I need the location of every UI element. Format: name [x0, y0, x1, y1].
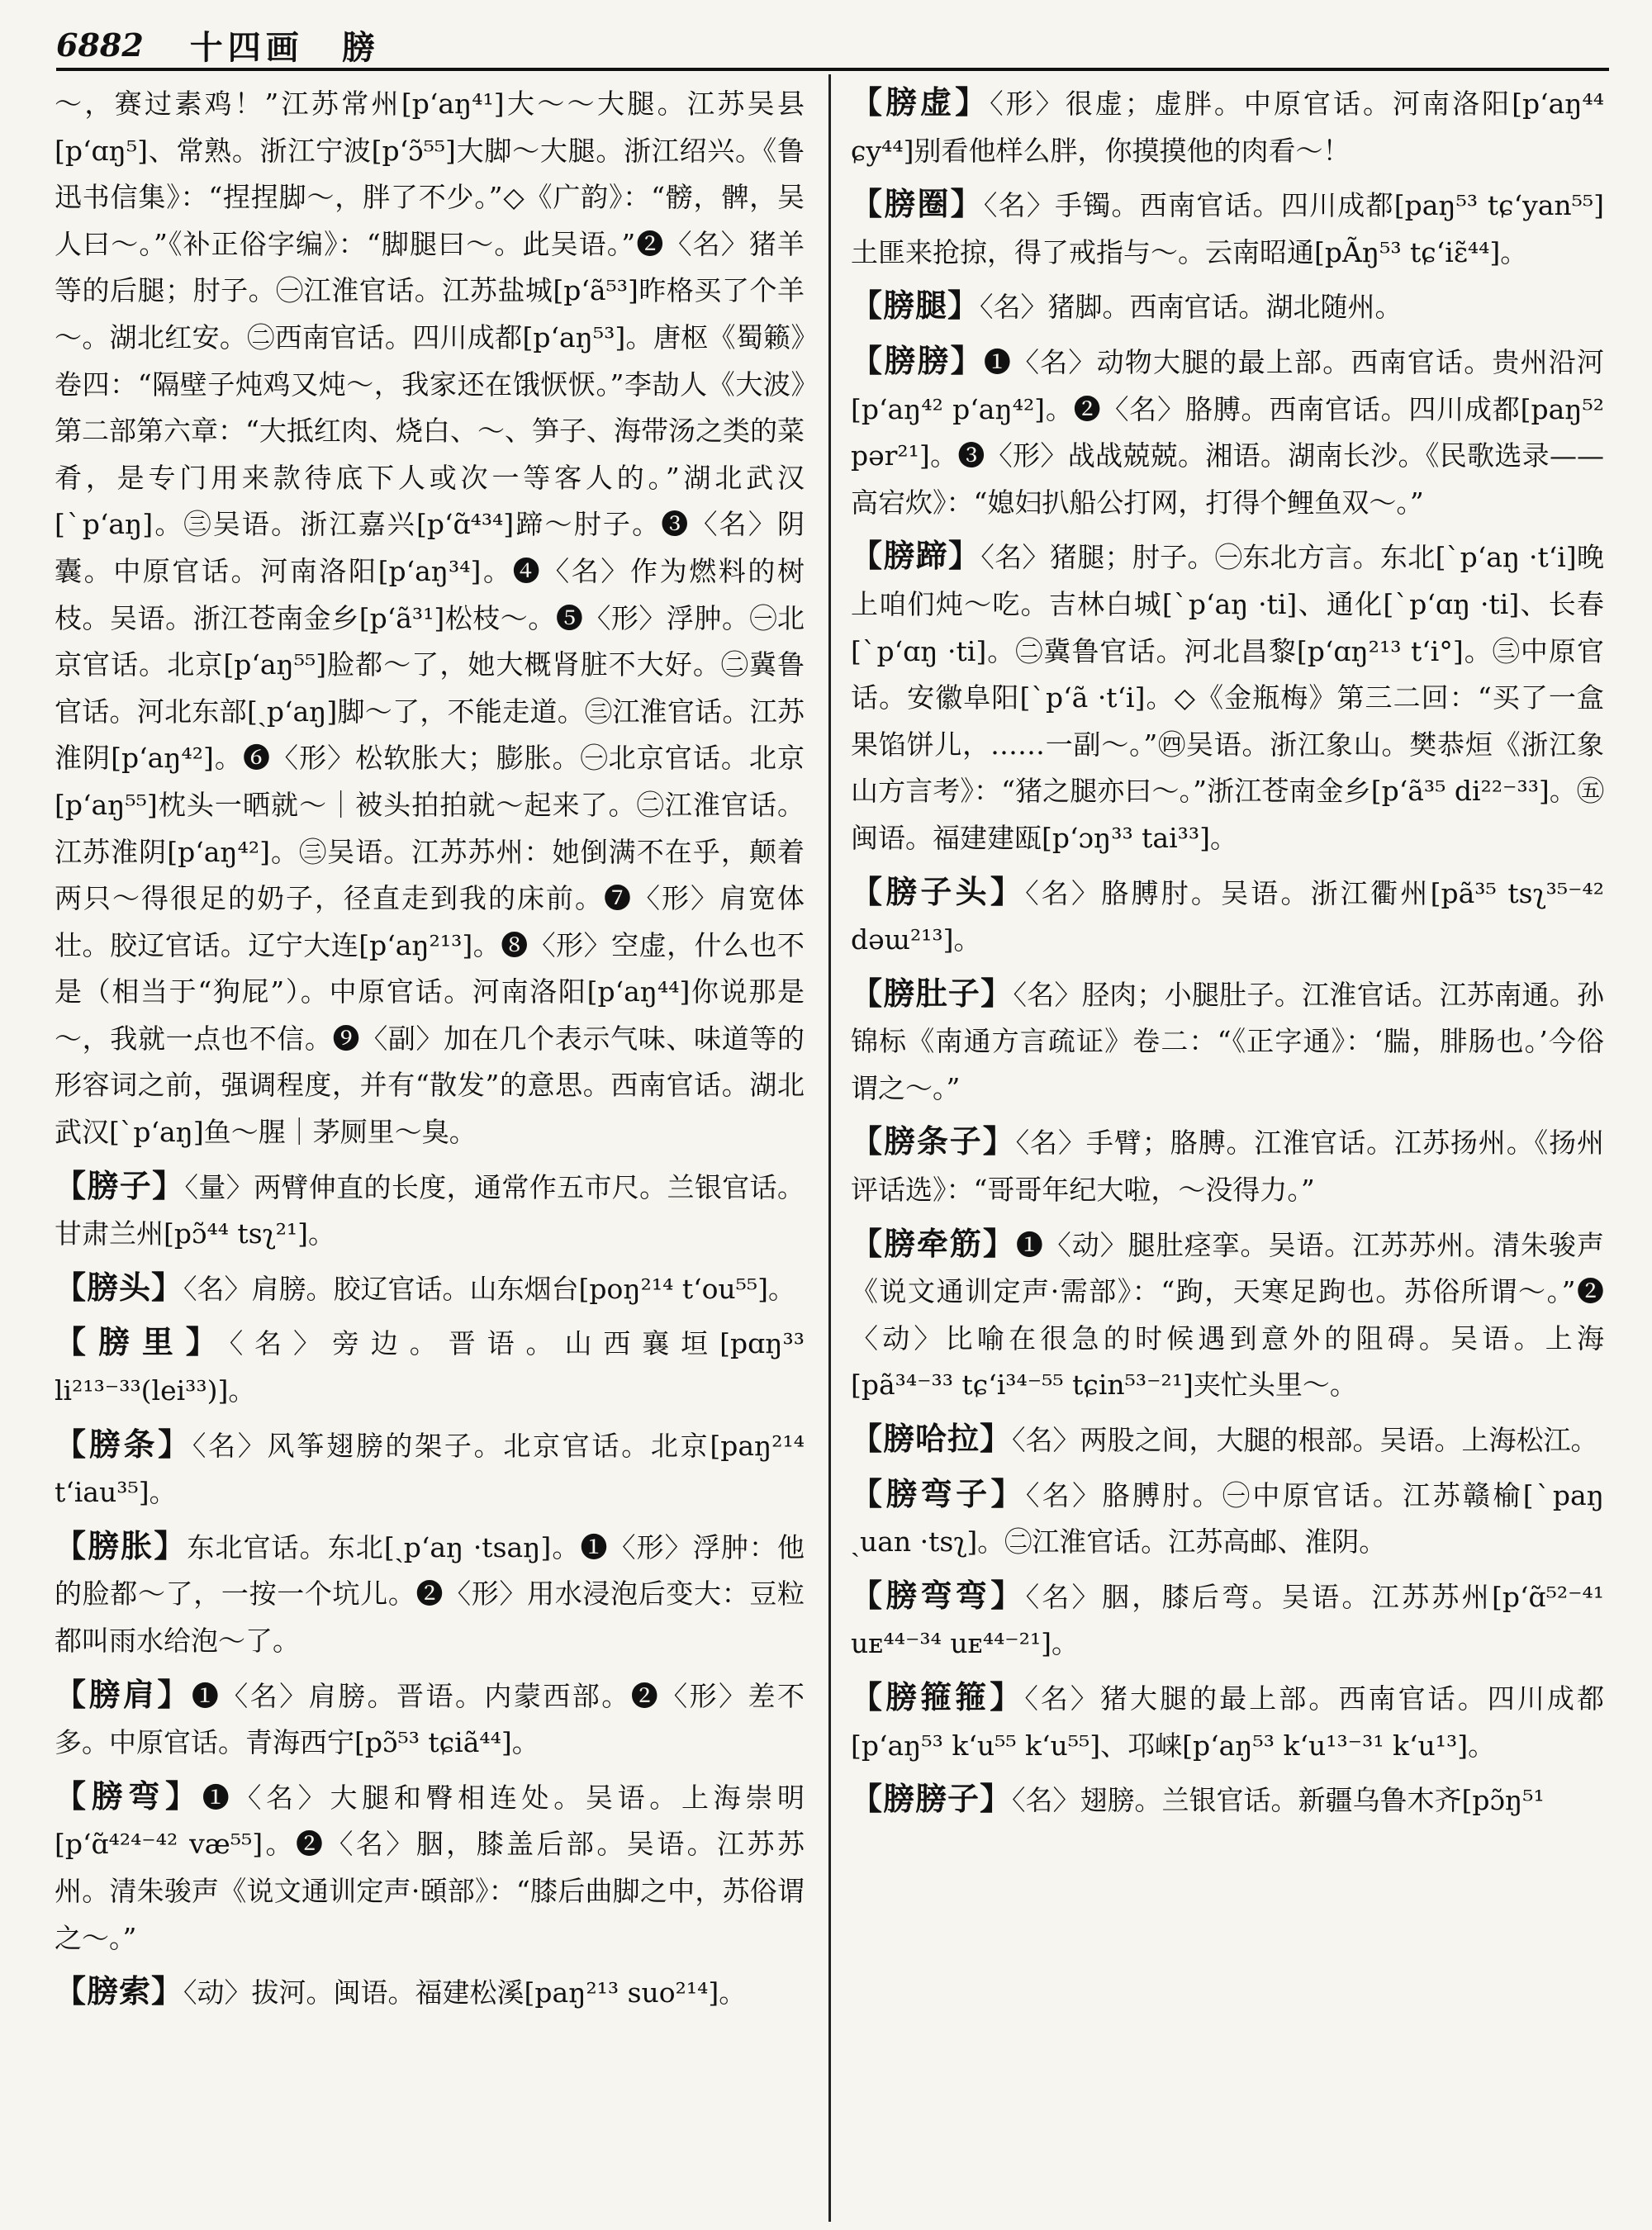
- entry-headword: 【膀虚】: [851, 83, 990, 121]
- dictionary-entry: [55, 1319, 805, 1414]
- dictionary-entry: [851, 282, 1604, 331]
- entry-headword: 【膀腿】: [851, 287, 980, 325]
- entry-headword: 【膀哈拉】: [851, 1420, 1013, 1458]
- section-title: 十四画 膀: [189, 27, 380, 67]
- dictionary-entry: [851, 970, 1604, 1113]
- entry-text: 〈名〉猪脚。西南官话。湖北随州。: [980, 291, 1403, 324]
- dictionary-entry: [851, 1674, 1604, 1769]
- entry-headword: 【膀膀】: [851, 341, 984, 379]
- entry-text: ～，赛过素鸡！”江苏常州[p‘aŋ⁴¹]大～～大腿。江苏吴县[p‘ɑŋ⁵]、常熟。浙江宁波[p‘ɔ̃⁵⁵]大脚～大腿。浙江绍兴。《鲁迅书信集》：“捏捏脚～，胖了不少。”◇《广韵》：“髈，髀，吴人曰～。”《补正俗字编》：“脚腿曰～。此吴语。”❷〈名〉猪羊等的后腿；肘子。㊀江淮官话。江苏盐城[p‘ã⁵³]昨格买了个羊～。湖北红安。㊁西南官话。四川成都[p‘aŋ⁵³]。唐枢《蜀籁》卷四：“隔壁子炖鸡又炖～，我家还在饿恹恹。”李劼人《大波》第二部第六章：“大抵红肉、烧白、～、笋子、海带汤之类的菜肴，是专门用来款待底下人或次一等客人的。”湖北武汉[ˋp‘aŋ]。㊂吴语。浙江嘉兴[p‘ɑ̃⁴³⁴]蹄～肘子。❸〈名〉阴囊。中原官话。河南洛阳[p‘aŋ³⁴]。❹〈名〉作为燃料的树枝。吴语。浙江苍南金乡[p‘ã³¹]松枝～。❺〈形〉浮肿。㊀北京官话。北京[p‘aŋ⁵⁵]脸都～了，她大概肾脏不大好。㊁冀鲁官话。河北东部[ˏp‘aŋ]脚～了，不能走道。㊂江淮官话。江苏淮阴[p‘aŋ⁴²]。❻〈形〉松软胀大；膨胀。㊀北京官话。北京[p‘aŋ⁵⁵]枕头一晒就～｜被头拍拍就～起来了。㊁江淮官话。江苏淮阴[p‘aŋ⁴²]。㊂吴语。江苏苏州：她倒满不在乎，颠着两只～得很足的奶子，径直走到我的床前。❼〈形〉肩宽体壮。胶辽官话。辽宁大连[p‘aŋ²¹³]。❽〈形〉空虚，什么也不是（相当于“狗屁”）。中原官话。河南洛阳[p‘aŋ⁴⁴]你说那是～，我就一点也不信。❾〈副〉加在几个表示气味、味道等的形容词之前，强调程度，并有“散发”的意思。西南官话。湖北武汉[ˋp‘aŋ]鱼～腥｜茅厕里～臭。: [55, 88, 805, 1149]
- entry-text: 〈名〉手臂；胳膊。江淮官话。江苏扬州。《扬州评话选》：“哥哥年纪大啦，～没得力。”: [851, 1127, 1604, 1207]
- entry-text: 〈名〉胭，膝后弯。吴语。江苏苏州[p‘ɑ̃⁵²⁻⁴¹ uᴇ⁴⁴⁻³⁴ uᴇ⁴⁴⁻²¹]。: [851, 1580, 1604, 1660]
- entry-text: 〈名〉胳膊肘。㊀中原官话。江苏赣榆[ˋpaŋ ˏuan ·tsʅ]。㊁江淮官话。江苏高邮、淮阴。: [851, 1478, 1604, 1559]
- entry-text: 〈名〉猪腿；肘子。㊀东北方言。东北[ˋp‘aŋ ·t‘i]晚上咱们炖～吃。吉林白城[ˋp‘aŋ ·ti]、通化[ˋp‘ɑŋ ·ti]、长春[ˋp‘ɑŋ ·ti]。㊁冀鲁官话。河北昌黎[p‘ɑŋ²¹³ t‘i°]。㊂中原官话。安徽阜阳[ˋp‘ã ·t‘i]。◇《金瓶梅》第三二回：“买了一盒果馅饼儿，……一副～。”㊃吴语。浙江象山。樊恭烜《浙江象山方言考》：“猪之腿亦曰～。”浙江苍南金乡[p‘ã³⁵ di²²⁻³³]。㊄闽语。福建建瓯[p‘ɔŋ³³ tai³³]。: [851, 541, 1604, 854]
- entry-text: 〈名〉手镯。西南官话。四川成都[paŋ⁵³ tɕ‘yan⁵⁵]土匪来抢掠，得了戒指与～。云南昭通[pÃŋ⁵³ tɕ‘iɛ̃⁴⁴]。: [851, 189, 1604, 268]
- entry-headword: 【膀子】: [55, 1166, 185, 1204]
- dictionary-entry: [55, 1968, 805, 2017]
- column-divider: [828, 74, 831, 2222]
- dictionary-entry: [55, 1421, 805, 1516]
- dictionary-entry: [851, 1221, 1604, 1409]
- entry-text: ❶〈名〉动物大腿的最上部。西南官话。贵州沿河[p‘aŋ⁴² p‘aŋ⁴²]。❷〈名〉胳膊。西南官话。四川成都[paŋ⁵² pər²¹]。❸〈形〉战战兢兢。湘语。湖南长沙。《民歌选录——高宕炊》：“媳妇扒船公打网，打得个鲤鱼双～。”: [851, 345, 1604, 519]
- entry-text: 〈名〉胳膊肘。吴语。浙江衢州[pã³⁵ tsʅ³⁵⁻⁴² dəɯ²¹³]。: [851, 876, 1604, 956]
- dictionary-entry: [55, 1163, 805, 1258]
- entry-headword: 【膀条】: [55, 1425, 192, 1463]
- left-column: [55, 79, 805, 2223]
- entry-text: 〈名〉翅膀。兰银官话。新疆乌鲁木齐[pɔ̃ŋ⁵¹: [1012, 1784, 1545, 1817]
- dictionary-entry: [55, 1672, 805, 1767]
- entry-headword: 【膀弯弯】: [851, 1576, 1026, 1614]
- dictionary-entry: [851, 869, 1604, 964]
- header-rule: [56, 68, 1609, 71]
- dictionary-entry: [55, 1773, 805, 1962]
- entry-headword: 【膀牵筋】: [851, 1224, 1016, 1262]
- entry-headword: 【膀肚子】: [851, 974, 1014, 1012]
- entry-text: 〈动〉拔河。闽语。福建松溪[paŋ²¹³ suo²¹⁴]。: [183, 1976, 747, 2009]
- dictionary-entry: [851, 1776, 1604, 1824]
- dictionary-entry: [851, 79, 1604, 174]
- right-column: [851, 79, 1604, 2223]
- entry-headword: 【膀蹄】: [851, 537, 981, 575]
- dictionary-entry: [851, 1416, 1604, 1464]
- entry-text: 〈名〉两股之间，大腿的根部。吴语。上海松江。: [1012, 1424, 1598, 1457]
- entry-headword: 【膀弯】: [55, 1777, 202, 1815]
- dictionary-entry: [851, 1471, 1604, 1566]
- dictionary-entry: [851, 1573, 1604, 1668]
- entry-headword: 【膀肩】: [55, 1675, 192, 1713]
- dictionary-entry: [55, 79, 805, 1156]
- entry-headword: 【膀索】: [55, 1972, 184, 2010]
- entry-text: 东北官话。东北[ˏp‘aŋ ·tsaŋ]。❶〈形〉浮肿：他的脸都～了，一按一个坑儿。❷〈形〉用水浸泡后变大：豆粒都叫雨水给泡～了。: [55, 1530, 805, 1657]
- entry-headword: 【膀箍箍】: [851, 1678, 1025, 1715]
- entry-text: 〈名〉旁边。晋语。山西襄垣[pɑŋ³³ li²¹³⁻³³(lei³³)]。: [55, 1327, 805, 1407]
- entry-text: 〈名〉胫肉；小腿肚子。江淮官话。江苏南通。孙锦标《南通方言疏证》卷二：“《正字通》：‘腨，腓肠也。’今俗谓之～。”: [851, 978, 1604, 1104]
- entry-text: ❶〈动〉腿肚痉挛。吴语。江苏苏州。清朱骏声《说文通训定声·需部》：“跔，天寒足跔也。苏俗所谓～。”❷〈动〉比喻在很急的时候遇到意外的阻碍。吴语。上海[pã³⁴⁻³³ tɕ‘i³⁴⁻⁵⁵ tɕin⁵³⁻²¹]夹忙头里～。: [851, 1228, 1604, 1402]
- page-header: [56, 18, 1609, 71]
- dictionary-entry: [851, 1118, 1604, 1213]
- entry-headword: 【膀条子】: [851, 1122, 1016, 1160]
- entry-text: 〈名〉风筝翅膀的架子。北京官话。北京[paŋ²¹⁴ t‘iau³⁵]。: [55, 1429, 805, 1509]
- entry-headword: 【膀头】: [55, 1268, 184, 1306]
- entry-headword: 【膀子头】: [851, 872, 1026, 910]
- dictionary-entry: [851, 181, 1604, 276]
- entry-text: ❶〈名〉肩膀。晋语。内蒙西部。❷〈形〉差不多。中原官话。青海西宁[pɔ̃⁵³ tɕiã⁴⁴]。: [55, 1679, 805, 1759]
- entry-text: 〈名〉肩膀。胶辽官话。山东烟台[poŋ²¹⁴ t‘ou⁵⁵]。: [183, 1272, 796, 1305]
- entry-headword: 【膀圈】: [851, 185, 984, 223]
- entry-text: 〈名〉猪大腿的最上部。西南官话。四川成都[p‘aŋ⁵³ k‘u⁵⁵ k‘u⁵⁵]、邛崃[p‘aŋ⁵³ k‘u¹³⁻³¹ k‘u¹³]。: [851, 1682, 1604, 1762]
- dictionary-entry: [55, 1523, 805, 1665]
- entry-text: 〈形〉很虚；虚胖。中原官话。河南洛阳[p‘aŋ⁴⁴ ɕy⁴⁴]别看他样么胖，你摸摸他的肉看～！: [851, 88, 1604, 167]
- page-number: 6882: [56, 26, 144, 64]
- dictionary-entry: [851, 338, 1604, 526]
- dictionary-entry: [851, 533, 1604, 861]
- entry-headword: 【膀弯子】: [851, 1474, 1026, 1512]
- entry-headword: 【膀胀】: [55, 1526, 188, 1564]
- entry-headword: 【膀里】: [55, 1323, 230, 1361]
- entry-text: ❶〈名〉大腿和臀相连处。吴语。上海崇明[p‘ɑ̃⁴²⁴⁻⁴² væ⁵⁵]。❷〈名〉胭，膝盖后部。吴语。江苏苏州。清朱骏声《说文通训定声·頣部》：“膝后曲脚之中，苏俗谓之～。”: [55, 1781, 805, 1954]
- entry-text: 〈量〉两臂伸直的长度，通常作五市尺。兰银官话。甘肃兰州[pɔ̃⁴⁴ tsʅ²¹]。: [55, 1170, 805, 1250]
- entry-headword: 【膀膀子】: [851, 1780, 1013, 1818]
- dictionary-entry: [55, 1264, 805, 1313]
